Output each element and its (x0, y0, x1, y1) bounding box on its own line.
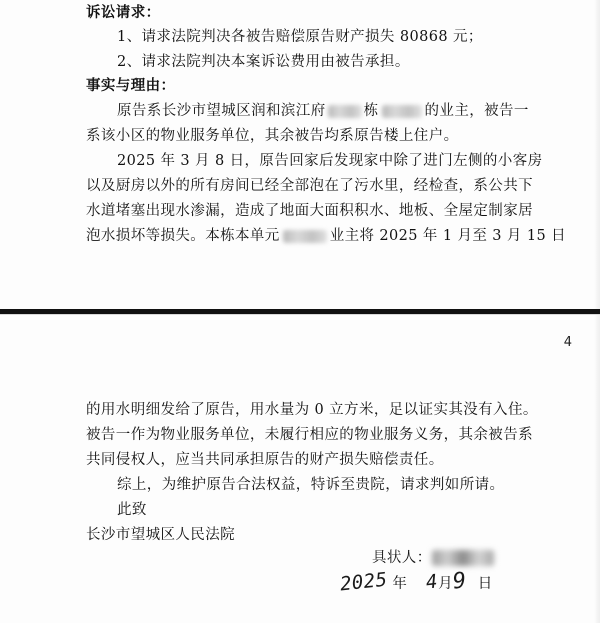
day-char: 日 (477, 576, 493, 592)
signing-date (338, 568, 493, 596)
facts-line-1-part-a: 原告系长沙市望城区润和滨江府 (117, 103, 326, 119)
document-page-bottom (0, 314, 600, 623)
facts-line-4: 以及厨房以外的所有房间已经全部泡在了污水里，经检查，系公共下 (86, 178, 533, 194)
year-char: 年 (392, 576, 408, 592)
salutation: 此致 (117, 502, 147, 518)
redacted-neighbor-unit (283, 230, 327, 243)
redacted-building-number (328, 105, 362, 118)
redacted-plaintiff-signature (432, 550, 494, 566)
handwritten-year: 2025 (338, 568, 389, 596)
page-number: 4 (563, 335, 572, 350)
facts-line-1 (117, 100, 529, 122)
facts-line-6-part-b: 业主将 2025 年 1 月至 3 月 15 日 (329, 228, 566, 244)
handwritten-month: 4 (425, 570, 440, 594)
claim-item-1: 1、请求法院判决各被告赔偿原告财产损失 80868 元； (117, 29, 483, 45)
court-name: 长沙市望城区人民法院 (86, 527, 235, 543)
facts-line-6-part-a: 泡水损坏等损失。本栋本单元 (86, 228, 280, 244)
facts-line-1-part-b: 栋 (363, 103, 379, 119)
continued-line-3: 共同侵权人，应当共同承担原告的财产损失赔偿责任。 (86, 452, 444, 468)
facts-heading: 事实与理由： (86, 78, 176, 94)
facts-line-3: 2025 年 3 月 8 日，原告回家后发现家中除了进门左侧的小客房 (117, 153, 543, 169)
claim-item-2: 2、请求法院判决本案诉讼费用由被告承担。 (117, 54, 410, 70)
facts-line-6 (86, 225, 566, 247)
facts-line-5: 水道堵塞出现水渗漏，造成了地面大面积积水、地板、全屋定制家居 (86, 203, 533, 219)
continued-line-2: 被告一作为物业服务单位，未履行相应的物业服务义务，其余被告系 (86, 427, 533, 443)
facts-line-2: 系该小区的物业服务单位，其余被告均系原告楼上住户。 (86, 128, 459, 144)
handwritten-day: 9 (451, 568, 468, 595)
redacted-unit-number (382, 105, 422, 118)
page-edge-shadow (594, 0, 600, 309)
month-char: 月 (438, 576, 454, 592)
plaintiff-label: 具状人： (372, 550, 432, 566)
continued-line-1: 的用水明细发给了原告，用水量为 0 立方米，足以证实其没有入住。 (86, 402, 538, 418)
document-page-top (0, 0, 600, 310)
conclusion-line: 综上，为维护原告合法权益，特诉至贵院，请求判如所请。 (117, 477, 505, 493)
page-edge-shadow (594, 315, 600, 623)
facts-line-1-part-c: 的业主，被告一 (424, 103, 529, 119)
plaintiff-signature-line (372, 547, 494, 569)
claims-heading: 诉讼请求： (86, 5, 161, 21)
